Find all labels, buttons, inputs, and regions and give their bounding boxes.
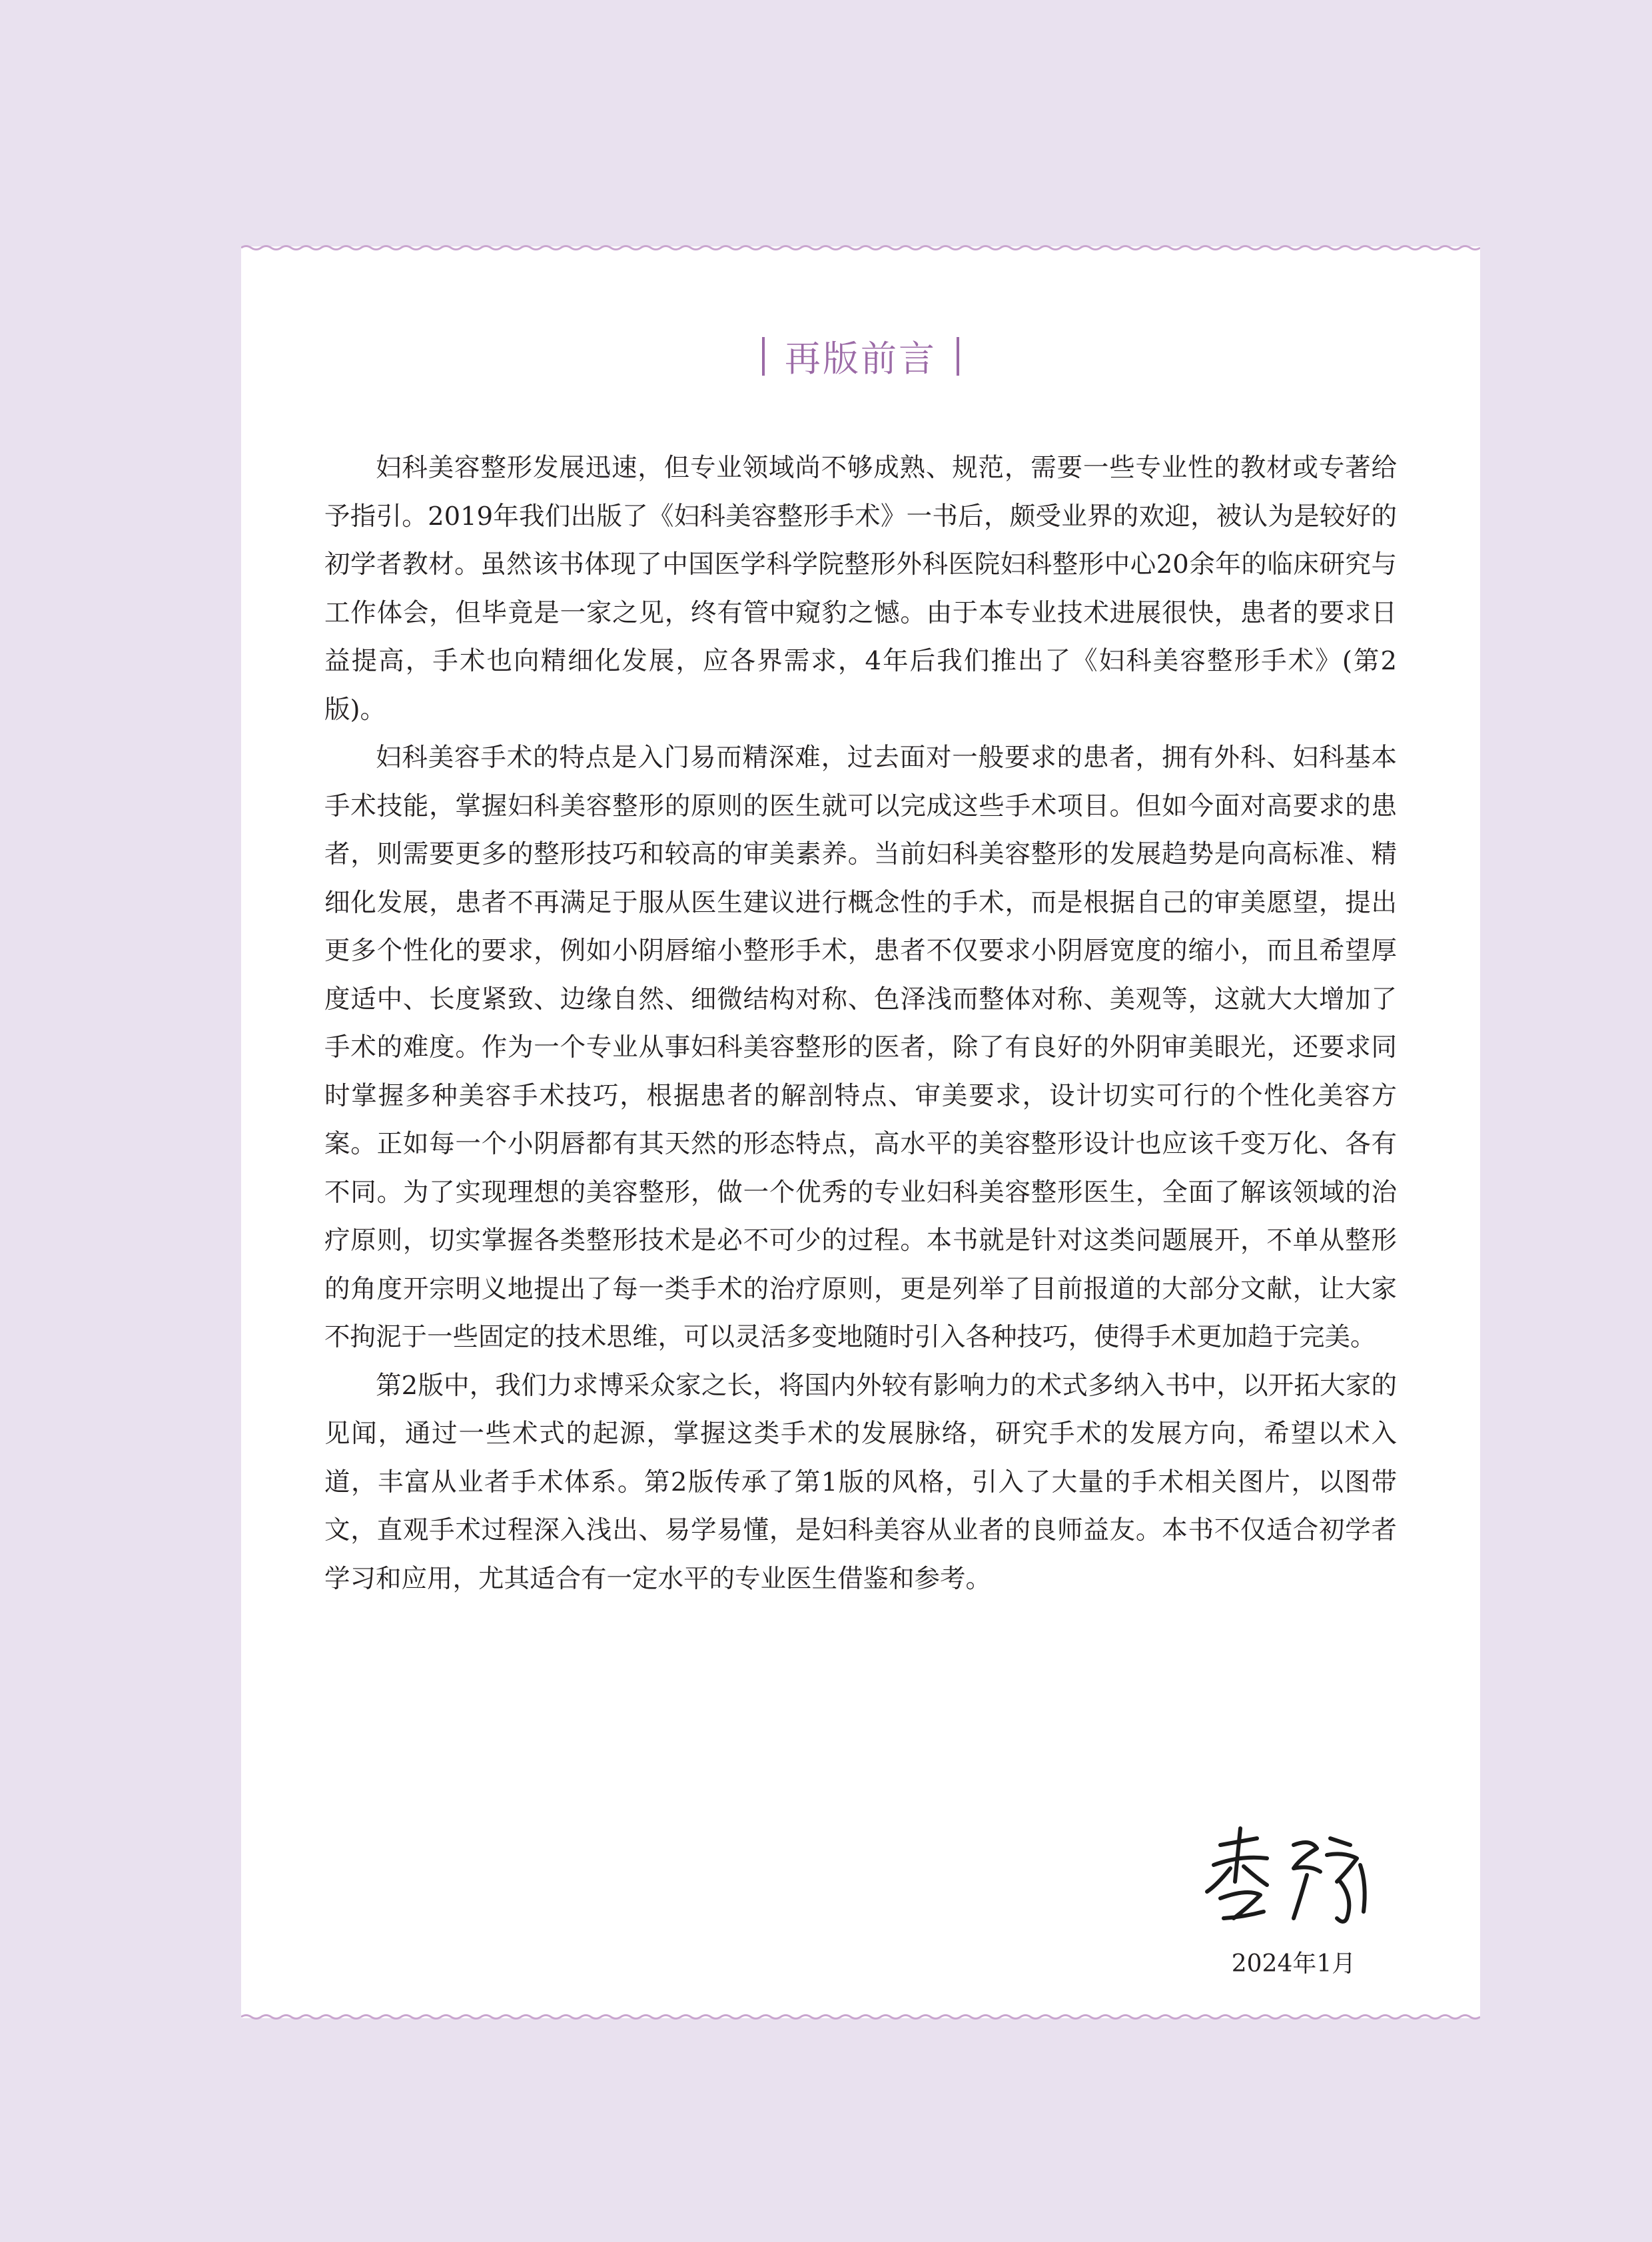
bottom-wave-border [241,2009,1480,2025]
signature-date: 2024年1月 [1231,1950,1356,1978]
title-right-bar [957,337,959,376]
page-title: 再版前言 [785,338,937,380]
top-wave-border [241,240,1480,256]
title-block [241,330,1480,382]
paragraph-1: 妇科美容整形发展迅速，但专业领域尚不够成熟、规范，需要一些专业性的教材或专著给予指引。2019年我们出版了《妇科美容整形手术》一书后，颇受业界的欢迎，被认为是较好的初学者教材。虽然该书体现了中国医学科学院整形外科医院妇科整形中心20余年的临床研究与工作体会，但毕竟是一家之见，终有管中窥豹之憾。由于本专业技术进展很快，患者的要求日益提高，手术也向精细化发展，应各界需求，4年后我们推出了《妇科美容整形手术》(第2版)。 [324,453,1397,725]
title-left-bar [762,337,765,376]
handwritten-signature [1194,1818,1394,1938]
preface-body [324,444,1397,1603]
paragraph-3: 第2版中，我们力求博采众家之长，将国内外较有影响力的术式多纳入书中，以开拓大家的见闻，通过一些术式的起源，掌握这类手术的发展脉络，研究手术的发展方向，希望以术入道，丰富从业者手术体系。第2版传承了第1版的风格，引入了大量的手术相关图片，以图带文，直观手术过程深入浅出、易学易懂，是妇科美容从业者的良师益友。本书不仅适合初学者学习和应用，尤其适合有一定水平的专业医生借鉴和参考。 [324,1370,1397,1594]
page-card [241,246,1480,2018]
paragraph-2: 妇科美容手术的特点是入门易而精深难，过去面对一般要求的患者，拥有外科、妇科基本手术技能，掌握妇科美容整形的原则的医生就可以完成这些手术项目。但如今面对高要求的患者，则需要更多的整形技巧和较高的审美素养。当前妇科美容整形的发展趋势是向高标准、精细化发展，患者不再满足于服从医生建议进行概念性的手术，而是根据自己的审美愿望，提出更多个性化的要求，例如小阴唇缩小整形手术，患者不仅要求小阴唇宽度的缩小，而且希望厚度适中、长度紧致、边缘自然、细微结构对称、色泽浅而整体对称、美观等，这就大大增加了手术的难度。作为一个专业从事妇科美容整形的医者，除了有良好的外阴审美眼光，还要求同时掌握多种美容手术技巧，根据患者的解剖特点、审美要求，设计切实可行的个性化美容方案。正如每一个小阴唇都有其天然的形态特点，高水平的美容整形设计也应该千变万化、各有不同。为了实现理想的美容整形，做一个优秀的专业妇科美容整形医生，全面了解该领域的治疗原则，切实掌握各类整形技术是必不可少的过程。本书就是针对这类问题展开，不单从整形的角度开宗明义地提出了每一类手术的治疗原则，更是列举了目前报道的大部分文献，让大家不拘泥于一些固定的技术思维，可以灵活多变地随时引入各种技巧，使得手术更加趋于完美。 [324,743,1397,1352]
